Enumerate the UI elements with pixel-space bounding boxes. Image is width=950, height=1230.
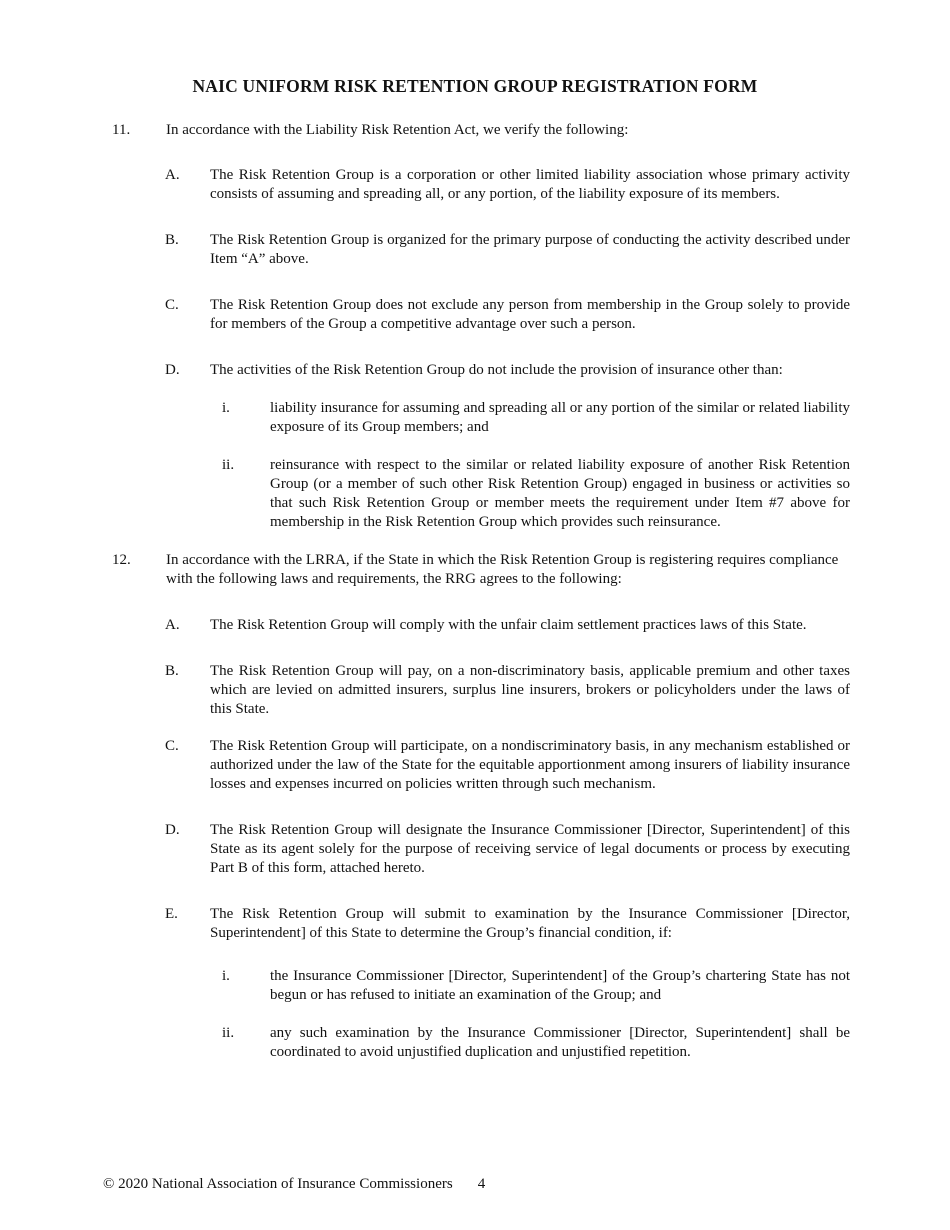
item-text: reinsurance with respect to the similar or related liability exposure of another Risk Retention Group (or a member of such other Risk Retention Group) engaged in business or activities so that such Risk Retention Group or member meets the requirement under Item #7 above for membership in the Risk Retention Group which provides such reinsurance. [270, 457, 850, 530]
item-label: ii. [222, 1025, 235, 1041]
sub-item-12-C [165, 737, 850, 794]
sub-item-12-E-ii [222, 1024, 850, 1062]
sub-item-11-D [165, 361, 850, 380]
document-title: NAIC UNIFORM RISK RETENTION GROUP REGISTRATION FORM [192, 76, 758, 96]
sub-item-12-E-i [222, 967, 850, 1005]
item-label: C. [165, 297, 179, 313]
item-text: The Risk Retention Group does not exclude any person from membership in the Group solely to provide for members of the Group a competitive advantage over such a person. [210, 297, 850, 332]
sub-item-11-D-i [222, 399, 850, 437]
copyright-text: © 2020 National Association of Insurance Commissioners [103, 1176, 453, 1192]
item-text: In accordance with the Liability Risk Retention Act, we verify the following: [166, 122, 629, 138]
item-text: In accordance with the LRRA, if the State in which the Risk Retention Group is registering requires compliance with the following laws and requirements, the RRG agrees to the following: [166, 552, 839, 587]
sub-item-12-A [165, 616, 850, 635]
item-text: The Risk Retention Group will pay, on a non-discriminatory basis, applicable premium and other taxes which are levied on admitted insurers, surplus line insurers, brokers or policyholders under the laws of this State. [210, 663, 850, 717]
item-label: A. [165, 617, 180, 633]
item-label: D. [165, 822, 180, 838]
item-number: 12. [112, 552, 131, 568]
item-text: The Risk Retention Group will comply with the unfair claim settlement practices laws of this State. [210, 617, 807, 633]
sub-item-12-B [165, 662, 850, 719]
item-text: liability insurance for assuming and spreading all or any portion of the similar or related liability exposure of its Group members; and [270, 400, 850, 435]
page-footer [103, 1175, 485, 1194]
item-label: B. [165, 232, 179, 248]
item-text: any such examination by the Insurance Commissioner [Director, Superintendent] shall be coordinated to avoid unjustified duplication and unjustified repetition. [270, 1025, 850, 1060]
item-text: The activities of the Risk Retention Group do not include the provision of insurance other than: [210, 362, 783, 378]
list-item-11 [112, 121, 850, 140]
item-label: B. [165, 663, 179, 679]
item-text: The Risk Retention Group will designate the Insurance Commissioner [Director, Superintendent] of this State as its agent solely for the purpose of receiving service of legal documents or process by executing Part B of this form, attached hereto. [210, 822, 850, 876]
item-label: ii. [222, 457, 235, 473]
sub-item-11-D-ii [222, 456, 850, 532]
sub-item-11-C [165, 296, 850, 334]
item-text: The Risk Retention Group will submit to examination by the Insurance Commissioner [Director, Superintendent] of this State to determine the Group’s financial condition, if: [210, 906, 850, 941]
item-label: A. [165, 167, 180, 183]
list-item-12 [112, 551, 850, 589]
sub-item-12-D [165, 821, 850, 878]
item-text: The Risk Retention Group is a corporation or other limited liability association whose primary activity consists of assuming and spreading all, or any portion, of the liability exposure of its members. [210, 167, 850, 202]
item-text: The Risk Retention Group is organized for the primary purpose of conducting the activity described under Item “A” above. [210, 232, 850, 267]
item-label: E. [165, 906, 178, 922]
sub-item-12-E [165, 905, 850, 943]
page-number: 4 [477, 1176, 486, 1192]
item-label: D. [165, 362, 180, 378]
item-label: C. [165, 738, 179, 754]
item-label: i. [222, 968, 230, 984]
item-label: i. [222, 400, 230, 416]
document-body [112, 121, 850, 1062]
item-text: The Risk Retention Group will participate, on a nondiscriminatory basis, in any mechanism established or authorized under the law of the State for the equitable apportionment among insurers of liability insurance losses and expenses incurred on policies written through such mechanism. [210, 738, 850, 792]
item-number: 11. [112, 122, 131, 138]
item-text: the Insurance Commissioner [Director, Superintendent] of the Group’s chartering State has not begun or has refused to initiate an examination of the Group; and [270, 968, 850, 1003]
sub-item-11-B [165, 231, 850, 269]
sub-item-11-A [165, 166, 850, 204]
